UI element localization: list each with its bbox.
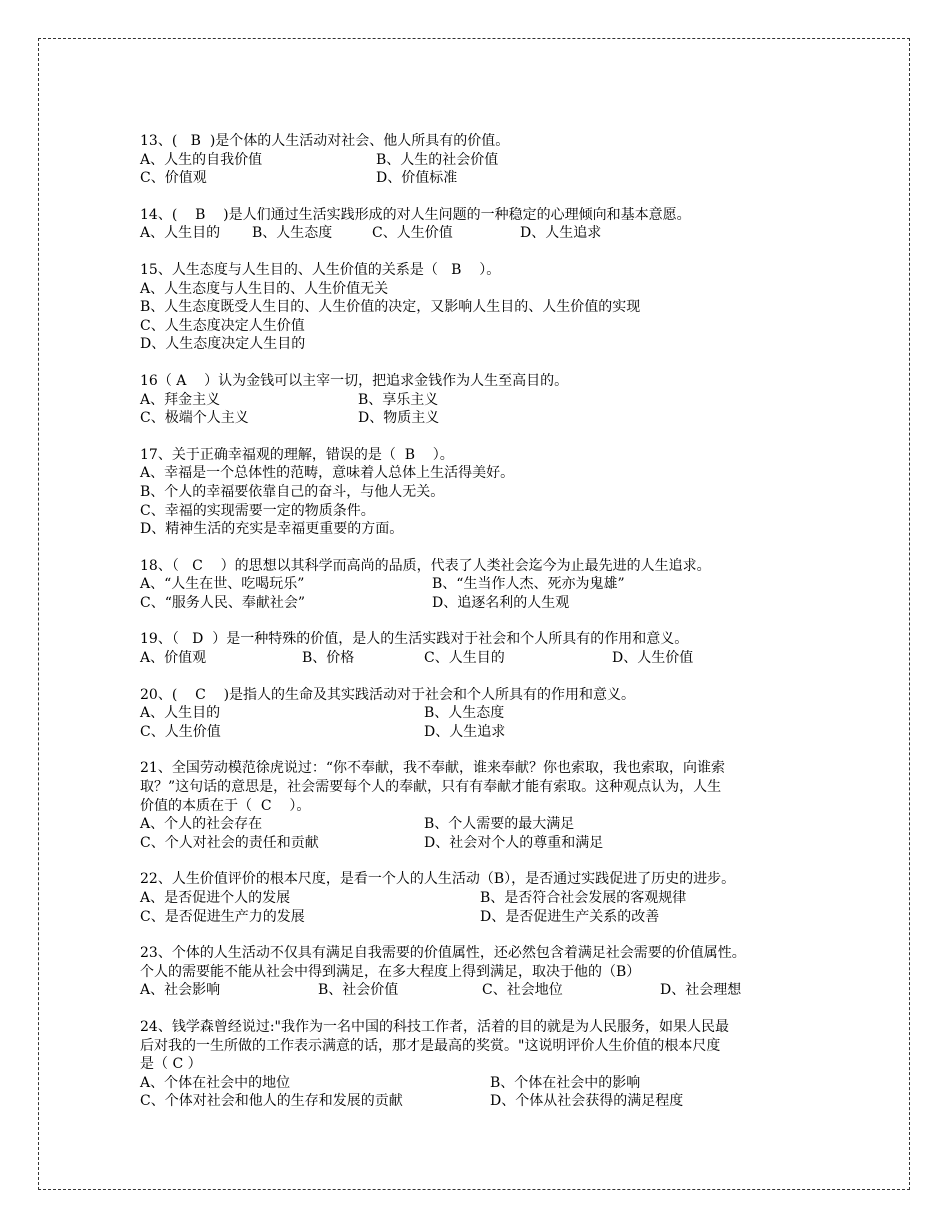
- question-18: [140, 557, 820, 613]
- option-row: [140, 1092, 820, 1111]
- option-row: [140, 981, 820, 1000]
- question-stem: 18、（ C ）的思想以其科学而高尚的品质，代表了人类社会迄今为止最先进的人生追求。: [140, 557, 711, 574]
- option-c: C、人生态度决定人生价值: [140, 317, 305, 334]
- option-b: B、人生的社会价值: [376, 151, 499, 168]
- option-row: [140, 575, 820, 594]
- option-c: C、个体对社会和他人的生存和发展的贡献: [140, 1093, 403, 1110]
- option-b: B、个体在社会中的影响: [490, 1074, 641, 1091]
- option-a: A、人生态度与人生目的、人生价值无关: [140, 280, 389, 297]
- question-stem: 21、全国劳动模范徐虎说过：“你不奉献，我不奉献，谁来奉献？你也索取，我也索取，向谁索: [140, 760, 725, 777]
- question-stem: 24、钱学森曾经说过:"我作为一名中国的科技工作者，活着的目的就是为人民服务，如果人民最: [140, 1018, 729, 1035]
- option-a: A、人生的自我价值: [140, 151, 263, 168]
- question-stem: 14、( B )是人们通过生活实践形成的对人生问题的一种稳定的心理倾向和基本意愿。: [140, 206, 691, 223]
- option-d: D、个体从社会获得的满足程度: [490, 1093, 684, 1110]
- question-stem: 取？”这句话的意思是，社会需要每个人的奉献，只有有奉献才能有索取。这种观点认为，人生: [140, 779, 722, 796]
- option-a: A、幸福是一个总体性的范畴，意味着人总体上生活得美好。: [140, 465, 515, 482]
- option-b: B、价格: [302, 650, 355, 667]
- option-c: C、人生价值: [372, 225, 453, 242]
- option-c: C、社会地位: [482, 982, 563, 999]
- option-b: B、人生态度: [424, 705, 505, 722]
- option-a: A、个人的社会存在: [140, 816, 263, 833]
- question-24: [140, 1018, 820, 1111]
- option-a: A、社会影响: [140, 982, 221, 999]
- option-b: B、社会价值: [318, 982, 399, 999]
- option-b: B、个人需要的最大满足: [424, 816, 575, 833]
- option-row: [140, 649, 820, 668]
- option-c: C、是否促进生产力的发展: [140, 908, 305, 925]
- question-15: [140, 261, 820, 354]
- option-a: A、价值观: [140, 650, 207, 667]
- option-d: D、社会理想: [660, 982, 742, 999]
- option-c: C、个人对社会的责任和贡献: [140, 834, 319, 851]
- question-14: [140, 206, 820, 243]
- question-13: [140, 132, 820, 188]
- question-stem: 22、人生价值评价的根本尺度，是看一个人的人生活动（B），是否通过实践促进了历史的进步。: [140, 871, 736, 888]
- option-c: C、幸福的实现需要一定的物质条件。: [140, 502, 375, 519]
- question-19: [140, 630, 820, 667]
- option-a: A、个体在社会中的地位: [140, 1074, 291, 1091]
- question-20: [140, 686, 820, 742]
- option-b: B、人生态度既受人生目的、人生价值的决定，又影响人生目的、人生价值的实现: [140, 299, 641, 316]
- option-row: [140, 834, 820, 853]
- option-c: C、极端个人主义: [140, 410, 249, 427]
- question-stem: 20、( C )是指人的生命及其实践活动对于社会和个人所具有的作用和意义。: [140, 686, 636, 703]
- question-stem: 13、( B )是个体的人生活动对社会、他人所具有的价值。: [140, 133, 510, 149]
- option-d: D、价值标准: [376, 170, 458, 187]
- option-d: D、社会对个人的尊重和满足: [424, 834, 604, 851]
- option-d: D、物质主义: [358, 410, 440, 427]
- option-row: [140, 723, 820, 742]
- option-b: B、享乐主义: [358, 391, 439, 408]
- option-b: B、人生态度: [252, 225, 333, 242]
- option-row: [140, 908, 820, 927]
- option-a: A、人生目的: [140, 225, 221, 242]
- question-stem: 17、关于正确幸福观的理解，错误的是（ B ）。: [140, 446, 454, 463]
- option-row: [140, 594, 820, 613]
- option-a: A、人生目的: [140, 705, 221, 722]
- option-c: C、价值观: [140, 170, 207, 187]
- question-stem: 个人的需要能不能从社会中得到满足，在多大程度上得到满足，取决于他的（B）: [140, 963, 641, 980]
- option-d: D、追逐名利的人生观: [432, 594, 570, 611]
- option-d: D、精神生活的充实是幸福更重要的方面。: [140, 521, 404, 538]
- option-b: B、是否符合社会发展的客观规律: [480, 890, 687, 906]
- option-row: [140, 409, 820, 428]
- option-d: D、人生价值: [612, 650, 694, 667]
- option-c: C、人生目的: [424, 650, 505, 667]
- question-stem: 19、（ D ）是一种特殊的价值，是人的生活实践对于社会和个人所具有的作用和意义。: [140, 631, 689, 648]
- option-d: D、是否促进生产关系的改善: [480, 908, 660, 925]
- question-list: [140, 132, 820, 1129]
- option-a: A、是否促进个人的发展: [140, 890, 291, 906]
- option-d: D、人生追求: [520, 225, 602, 242]
- question-stem: 价值的本质在于（ C ）。: [140, 797, 311, 814]
- option-row: [140, 391, 820, 410]
- option-d: D、人生态度决定人生目的: [140, 336, 306, 353]
- option-a: A、“人生在世、吃喝玩乐”: [140, 576, 305, 593]
- option-row: [140, 1074, 820, 1093]
- option-c: C、人生价值: [140, 723, 221, 740]
- option-a: A、拜金主义: [140, 391, 221, 408]
- option-d: D、人生追求: [424, 723, 506, 740]
- question-stem: 23、个体的人生活动不仅具有满足自我需要的价值属性，还必然包含着满足社会需要的价值属性。: [140, 945, 746, 962]
- option-row: [140, 224, 820, 243]
- question-16: [140, 372, 820, 428]
- option-row: [140, 704, 820, 723]
- option-b: B、个人的幸福要依靠自己的奋斗，与他人无关。: [140, 483, 445, 500]
- question-stem: 后对我的一生所做的工作表示满意的话，那才是最高的奖赏。"这说明评价人生价值的根本尺度: [140, 1037, 721, 1054]
- option-row: [140, 169, 820, 188]
- question-stem: 是（ C ）: [140, 1056, 202, 1073]
- question-22: [140, 870, 820, 926]
- option-c: C、“服务人民、奉献社会”: [140, 594, 306, 611]
- option-b: B、“生当作人杰、死亦为鬼雄”: [432, 576, 625, 593]
- question-23: [140, 944, 820, 1000]
- question-stem: 15、人生态度与人生目的、人生价值的关系是（ B ）。: [140, 261, 501, 278]
- option-row: [140, 889, 820, 908]
- option-row: [140, 151, 820, 170]
- question-21: [140, 759, 820, 852]
- option-row: [140, 815, 820, 834]
- question-17: [140, 446, 820, 539]
- question-stem: 16（ A ）认为金钱可以主宰一切，把追求金钱作为人生至高目的。: [140, 372, 569, 389]
